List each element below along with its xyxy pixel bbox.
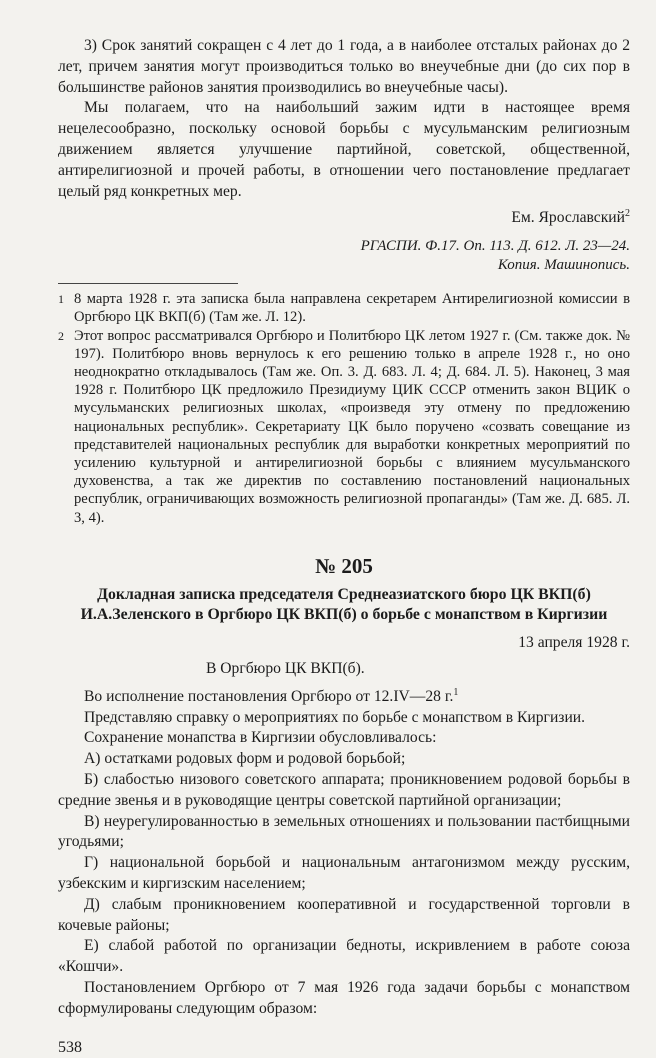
signature-footnote-mark: 2 xyxy=(625,208,630,220)
closing-paragraph: Постановлением Оргбюро от 7 мая 1926 года задачи борьбы с монапством сформулированы следующим образом: xyxy=(58,978,630,1017)
cause-b: Б) слабостью низового советского аппарата; проникновением родовой борьбы в средние звенья и в руководящие центры советской партийной организации; xyxy=(58,771,630,809)
lead-paragraph: Представляю справку о мероприятиях по борьбе с монапством в Киргизии. xyxy=(84,708,586,726)
document-page xyxy=(58,0,630,1058)
page-number: 538 xyxy=(58,1038,82,1056)
cause-c: В) неурегулированностью в земельных отношениях и пользовании пастбищными угодьями; xyxy=(58,812,630,851)
intro-text: Во исполнение постановления Оргбюро от 12.IV—28 г. xyxy=(84,687,454,705)
footnote-1-mark: 1 xyxy=(58,292,64,307)
signature xyxy=(58,208,630,229)
footnote-2-mark: 2 xyxy=(58,328,64,343)
document-number: № 205 xyxy=(315,553,373,578)
cause-a: А) остатками родовых форм и родовой борьбой; xyxy=(84,750,406,768)
intro-footnote-mark: 1 xyxy=(453,686,459,698)
cause-f: Е) слабой работой по организации бедноты, искривлением в работе союза «Кошчи». xyxy=(58,937,630,976)
cause-d: Г) национальной борьбой и национальным антагонизмом между русским, узбекским и киргизским населением; xyxy=(58,854,630,892)
causes-heading: Сохранение монапства в Киргизии обусловливалось: xyxy=(84,729,437,747)
cause-e: Д) слабым проникновением кооперативной и государственной торговли в кочевые районы; xyxy=(58,895,630,934)
paragraph-term-reduction: 3) Срок занятий сокращен с 4 лет до 1 года, а в наиболее отсталых районах до 2 лет, причем занятия могут производиться только во внеучебные дни (до сих пор в большинстве районов занятия производились во внеучебные часы). xyxy=(58,37,630,96)
archive-copy-type: Копия. Машинопись. xyxy=(497,257,630,274)
paragraph-conclusion: Мы полагаем, что на наибольший зажим идти в настоящее время нецелесообразно, поскольку основой борьбы с мусульманским религиозным движением является улучшение партийной, советской, общественной, антирелигиозной и прочей работы, в отношении чего постановление предлагает целый ряд конкретных мер. xyxy=(58,99,630,200)
intro-paragraph xyxy=(58,687,630,708)
document-title: Докладная записка председателя Среднеазиатского бюро ЦК ВКП(б) И.А.Зеленского в Оргбюро ЦК ВКП(б) о борьбе с монапством в Киргизии xyxy=(80,585,608,623)
document-date: 13 апреля 1928 г. xyxy=(518,633,630,651)
footnote-1-text: 8 марта 1928 г. эта записка была направлена секретарем Антирелигиозной комиссии в Оргбюро ЦК ВКП(б) (Там же. Л. 12). xyxy=(74,291,630,326)
archive-reference: РГАСПИ. Ф.17. Оп. 113. Д. 612. Л. 23—24. xyxy=(360,238,630,255)
signature-name: Ем. Ярославский xyxy=(511,209,625,227)
footnote-1 xyxy=(58,290,630,326)
document-addressee: В Оргбюро ЦК ВКП(б). xyxy=(206,659,365,677)
footnote-2 xyxy=(58,327,630,527)
footnote-2-text: Этот вопрос рассматривался Оргбюро и Политбюро ЦК летом 1927 г. (См. также док. № 197). Политбюро вновь вернулось к его решению только в апреле 1928 г., но оно неоднократно откладывалось (Там же. Оп. 3. Д. 683. Л. 4; Д. 684. Л. 5). Наконец, 3 мая 1928 г. Политбюро ЦК предложило Президиуму ЦИК СССР отменить закон ВЦИК о мусульманских религиозных школах, «произведя эту отмену по предложению национальных республик». Секретариату ЦК было поручено «созвать совещание из представителей национальных республик для выработки конкретных мероприятий по усилению культурной и антирелигиозной борьбы с влиянием мусульманского духовенства, а так же директив по составлению постановлений национальных республик, ограничивающих возможность религиозной пропаганды» (Там же. Д. 685. Л. 3, 4). xyxy=(74,327,630,526)
